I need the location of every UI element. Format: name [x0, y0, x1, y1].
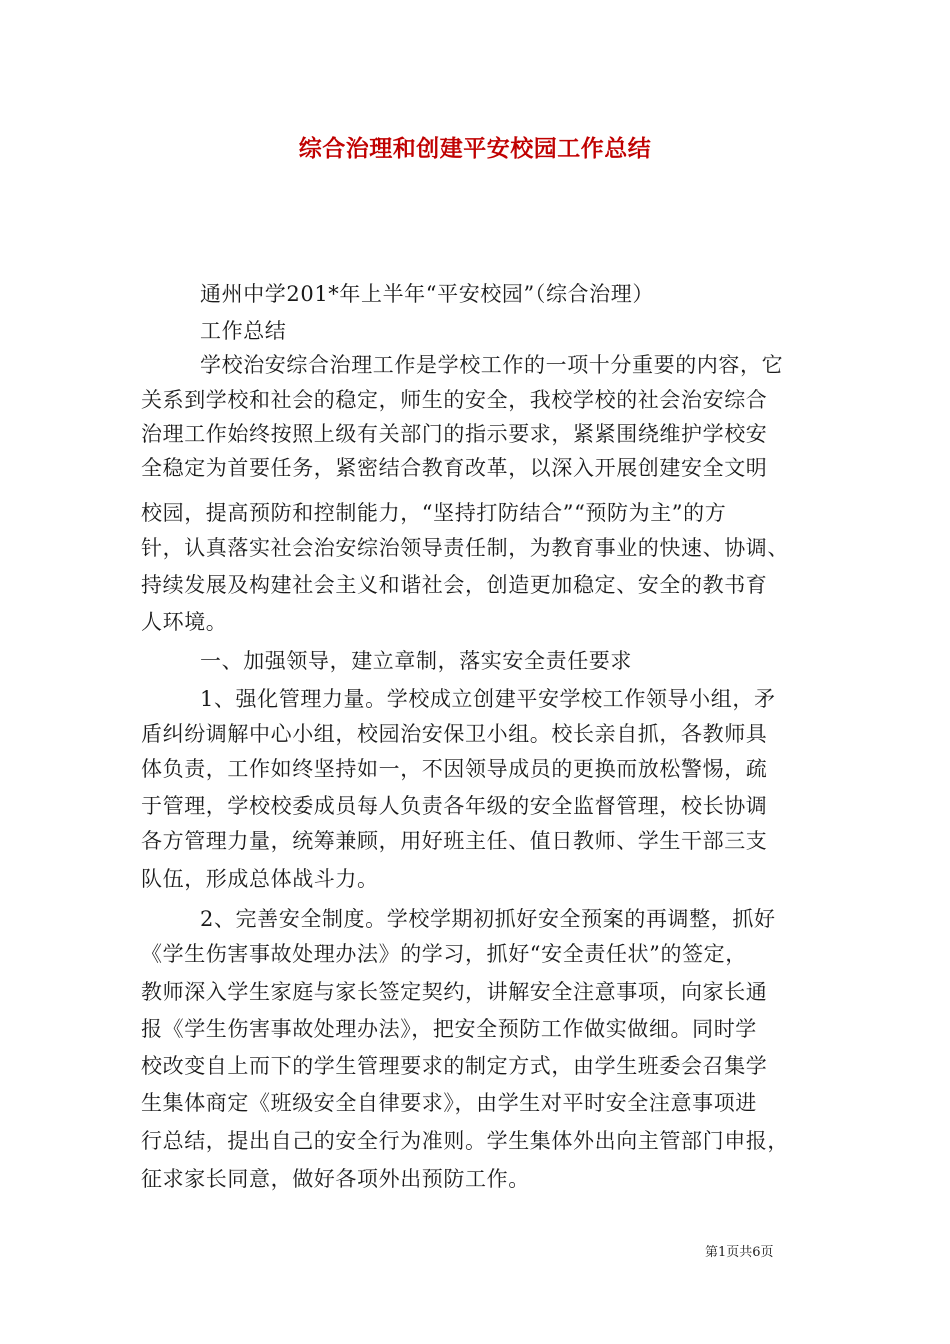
body-line: 治理工作始终按照上级有关部门的指示要求，紧紧围绕维护学校安 [141, 422, 768, 446]
body-line: 征求家长同意，做好各项外出预防工作。 [141, 1167, 530, 1191]
body-line: 持续发展及构建社会主义和谐社会，创造更加稳定、安全的教书育 [141, 573, 768, 597]
body-line: 于管理，学校校委成员每人负责各年级的安全监督管理，校长协调 [141, 794, 768, 818]
body-line: 教师深入学生家庭与家长签定契约，讲解安全注意事项，向家长通 [141, 980, 768, 1004]
body-line: 1、强化管理力量。学校成立创建平安学校工作领导小组，矛 [200, 687, 776, 711]
body-line: 通州中学201*年上半年“平安校园”（综合治理） [200, 282, 654, 306]
body-line: 2、完善安全制度。学校学期初抓好安全预案的再调整，抓好 [200, 907, 776, 931]
body-line: 工作总结 [200, 319, 287, 343]
page-number: 第1页共6页 [705, 1245, 774, 1260]
body-line: 行总结，提出自己的安全行为准则。学生集体外出向主管部门申报， [141, 1129, 789, 1153]
body-line: 报《学生伤害事故处理办法》，把安全预防工作做实做细。同时学 [141, 1017, 757, 1041]
section-heading: 一、加强领导，建立章制，落实安全责任要求 [200, 649, 632, 673]
body-line: 各方管理力量，统筹兼顾，用好班主任、值日教师、学生干部三支 [141, 829, 768, 853]
body-line: 学校治安综合治理工作是学校工作的一项十分重要的内容，它 [200, 353, 784, 377]
body-line: 生集体商定《班级安全自律要求》，由学生对平时安全注意事项进 [141, 1091, 757, 1115]
body-line: 《学生伤害事故处理办法》的学习，抓好“安全责任状”的签定， [141, 942, 747, 966]
body-line: 人环境。 [141, 610, 228, 634]
body-line: 针，认真落实社会治安综治领导责任制，为教育事业的快速、协调、 [141, 536, 789, 560]
body-line: 盾纠纷调解中心小组，校园治安保卫小组。校长亲自抓，各教师具 [141, 722, 768, 746]
body-line: 全稳定为首要任务，紧密结合教育改革，以深入开展创建安全文明 [141, 456, 768, 480]
body-line: 校改变自上而下的学生管理要求的制定方式，由学生班委会召集学 [141, 1054, 768, 1078]
body-line: 关系到学校和社会的稳定，师生的安全，我校学校的社会治安综合 [141, 388, 768, 412]
body-line: 校园，提高预防和控制能力，“坚持打防结合”“预防为主”的方 [141, 501, 727, 525]
document-title: 综合治理和创建平安校园工作总结 [298, 135, 652, 162]
body-line: 体负责，工作如终坚持如一，不因领导成员的更换而放松警惕，疏 [141, 757, 768, 781]
body-line: 队伍，形成总体战斗力。 [141, 867, 379, 891]
